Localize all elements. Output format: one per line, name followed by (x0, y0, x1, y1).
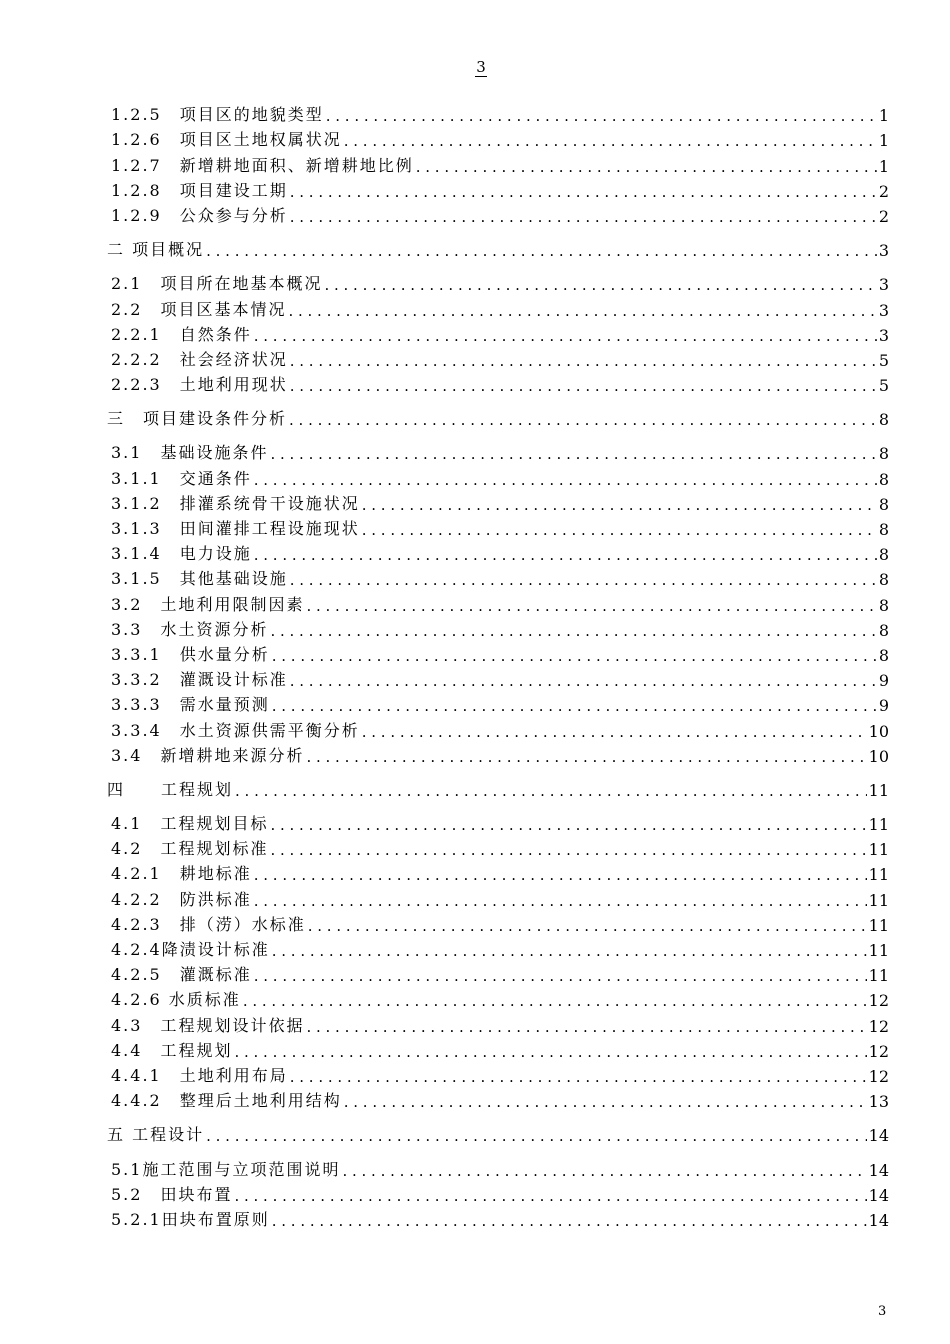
toc-entry-page: 14 (868, 1210, 889, 1230)
toc-dot-leader (254, 864, 867, 884)
toc-entry-page: 5 (878, 350, 889, 370)
toc-entry[interactable] (107, 741, 889, 766)
toc-entry-title: 2.2 项目区基本情况 (111, 299, 287, 319)
toc-entry-page: 14 (868, 1185, 889, 1205)
toc-dot-leader (290, 1066, 867, 1086)
toc-entry[interactable] (107, 463, 889, 488)
toc-entry[interactable] (107, 150, 889, 175)
toc-entry[interactable] (107, 665, 889, 690)
toc-entry-title: 1.2.7 新增耕地面积、新增耕地比例 (111, 155, 414, 175)
toc-entry-page: 13 (868, 1092, 889, 1112)
toc-entry-page: 8 (878, 444, 889, 464)
toc-entry-title: 五 工程设计 (107, 1125, 205, 1145)
toc-entry-page: 8 (878, 410, 889, 430)
toc-entry[interactable] (107, 100, 889, 125)
toc-dot-leader (235, 780, 867, 800)
toc-entry[interactable] (107, 690, 889, 715)
toc-entry-title: 2.2.3 土地利用现状 (111, 375, 288, 395)
toc-dot-leader (344, 1091, 867, 1111)
toc-dot-leader (254, 890, 867, 910)
toc-entry[interactable] (107, 615, 889, 640)
toc-entry-title: 4.1 工程规划目标 (111, 814, 269, 834)
footer-page-number: 3 (878, 1304, 887, 1319)
toc-entry-title: 4.2 工程规划标准 (111, 839, 269, 859)
toc-entry-title: 3.1.4 电力设施 (111, 544, 252, 564)
toc-entry[interactable] (107, 514, 889, 539)
toc-entry[interactable] (107, 539, 889, 564)
toc-dot-leader (254, 469, 877, 489)
toc-entry-title: 三 项目建设条件分析 (107, 409, 288, 429)
toc-entry-title: 3.3.3 需水量预测 (111, 695, 270, 715)
toc-entry-page: 2 (878, 181, 889, 201)
toc-entry[interactable] (107, 235, 889, 260)
toc-entry-page: 11 (868, 915, 889, 935)
toc-entry[interactable] (107, 985, 889, 1010)
toc-entry[interactable] (107, 1036, 889, 1061)
toc-entry-title: 四 工程规划 (107, 779, 234, 799)
toc-dot-leader (206, 1125, 867, 1145)
toc-entry-title: 3.3 水土资源分析 (111, 619, 269, 639)
toc-entry-page: 10 (868, 746, 889, 766)
toc-dot-leader (290, 670, 877, 690)
toc-entry[interactable] (107, 345, 889, 370)
toc-dot-leader (290, 181, 877, 201)
toc-entry[interactable] (107, 640, 889, 665)
toc-dot-leader (234, 1041, 866, 1061)
toc-entry-page: 11 (868, 865, 889, 885)
toc-entry-title: 4.4.2 整理后土地利用结构 (111, 1091, 342, 1111)
toc-entry[interactable] (107, 1205, 889, 1230)
toc-entry[interactable] (107, 859, 889, 884)
toc-entry[interactable] (107, 589, 889, 614)
toc-entry-title: 3.1.5 其他基础设施 (111, 569, 288, 589)
toc-dot-leader (243, 990, 867, 1010)
toc-entry-title: 1.2.6 项目区土地权属状况 (111, 130, 342, 150)
toc-entry[interactable] (107, 294, 889, 319)
toc-entry-title: 3.3.1 供水量分析 (111, 644, 270, 664)
toc-entry-page: 1 (878, 156, 889, 176)
toc-dot-leader (270, 620, 876, 640)
toc-entry[interactable] (107, 438, 889, 463)
toc-entry[interactable] (107, 1061, 889, 1086)
toc-dot-leader (290, 375, 877, 395)
toc-entry-page: 11 (868, 815, 889, 835)
toc-dot-leader (234, 1185, 866, 1205)
toc-entry[interactable] (107, 1154, 889, 1179)
toc-entry[interactable] (107, 935, 889, 960)
toc-dot-leader (206, 240, 877, 260)
toc-entry-title: 3.3.2 灌溉设计标准 (111, 670, 288, 690)
toc-entry-page: 12 (868, 1041, 889, 1061)
toc-entry[interactable] (107, 269, 889, 294)
toc-entry[interactable] (107, 715, 889, 740)
toc-entry-title: 4.2.2 防洪标准 (111, 889, 252, 909)
toc-dot-leader (416, 156, 877, 176)
toc-entry-page: 12 (868, 1066, 889, 1086)
table-of-contents (107, 100, 889, 1230)
toc-entry-page: 14 (868, 1160, 889, 1180)
toc-entry-title: 3.1.1 交通条件 (111, 468, 252, 488)
toc-entry[interactable] (107, 201, 889, 226)
toc-entry-page: 11 (868, 840, 889, 860)
toc-entry[interactable] (107, 125, 889, 150)
toc-entry-page: 2 (878, 206, 889, 226)
toc-entry-page: 1 (878, 106, 889, 126)
toc-entry-page: 3 (878, 325, 889, 345)
toc-entry[interactable] (107, 1120, 889, 1145)
toc-entry-title: 2.1 项目所在地基本概况 (111, 274, 323, 294)
toc-entry-page: 3 (878, 241, 889, 261)
toc-entry-page: 9 (878, 696, 889, 716)
toc-dot-leader (308, 915, 867, 935)
toc-dot-leader (270, 839, 866, 859)
toc-entry-title: 3.2 土地利用限制因素 (111, 594, 305, 614)
toc-entry-title: 4.2.6 水质标准 (111, 990, 241, 1010)
page-header (0, 58, 950, 76)
toc-entry-page: 11 (868, 941, 889, 960)
toc-entry[interactable] (107, 176, 889, 201)
toc-dot-leader (306, 595, 876, 615)
toc-entry-page: 10 (868, 721, 889, 741)
toc-entry[interactable] (107, 1180, 889, 1205)
toc-entry-page: 8 (878, 520, 889, 539)
toc-dot-leader (342, 1160, 866, 1180)
toc-entry-page: 8 (878, 620, 889, 640)
toc-dot-leader (306, 1016, 866, 1036)
toc-dot-leader (289, 409, 877, 429)
toc-dot-leader (326, 105, 877, 125)
toc-dot-leader (290, 206, 877, 226)
toc-entry-title: 3.1.3 田间灌排工程设施现状 (111, 519, 360, 538)
toc-entry[interactable] (107, 834, 889, 859)
toc-dot-leader (254, 325, 877, 345)
toc-entry-page: 12 (868, 991, 889, 1011)
toc-entry[interactable] (107, 320, 889, 345)
toc-entry-title: 3.4 新增耕地来源分析 (111, 745, 305, 765)
toc-dot-leader (270, 814, 866, 834)
toc-dot-leader (288, 300, 876, 320)
toc-entry-title: 2.2.1 自然条件 (111, 324, 252, 344)
toc-dot-leader (270, 443, 876, 463)
toc-entry[interactable] (107, 775, 889, 800)
toc-entry-title: 4.2.4降渍设计标准 (111, 940, 270, 959)
toc-entry-title: 1.2.9 公众参与分析 (111, 205, 288, 225)
toc-dot-leader (272, 940, 867, 960)
toc-entry-title: 2.2.2 社会经济状况 (111, 349, 288, 369)
toc-entry-title: 1.2.5 项目区的地貌类型 (111, 105, 324, 125)
toc-dot-leader (290, 569, 877, 589)
toc-entry-title: 5.2 田块布置 (111, 1184, 233, 1204)
toc-entry-page: 8 (878, 469, 889, 489)
header-page-number: 3 (476, 58, 486, 76)
toc-entry-page: 8 (878, 645, 889, 665)
toc-entry-title: 二 项目概况 (107, 240, 205, 260)
toc-entry-page: 3 (878, 275, 889, 295)
toc-entry-title: 4.4 工程规划 (111, 1040, 233, 1060)
toc-entry-title: 4.2.5 灌溉标准 (111, 965, 252, 985)
toc-entry[interactable] (107, 1010, 889, 1035)
toc-entry[interactable] (107, 910, 889, 935)
toc-entry-page: 14 (868, 1126, 889, 1146)
toc-entry-title: 4.2.3 排（涝）水标准 (111, 914, 306, 934)
toc-dot-leader (254, 965, 867, 985)
toc-entry-page: 8 (878, 570, 889, 590)
toc-entry-title: 4.3 工程规划设计依据 (111, 1015, 305, 1035)
toc-entry-title: 4.2.1 耕地标准 (111, 864, 252, 884)
toc-entry-title: 3.3.4 水土资源供需平衡分析 (111, 720, 360, 740)
toc-entry[interactable] (107, 404, 889, 429)
toc-entry[interactable] (107, 370, 889, 395)
toc-entry[interactable] (107, 960, 889, 985)
toc-entry-title: 4.4.1 土地利用布局 (111, 1065, 288, 1085)
toc-entry-page: 3 (878, 300, 889, 320)
toc-dot-leader (306, 746, 866, 766)
toc-dot-leader (362, 519, 877, 539)
toc-entry[interactable] (107, 1086, 889, 1111)
toc-entry-page: 5 (878, 376, 889, 396)
toc-entry-page: 8 (878, 494, 889, 514)
toc-entry[interactable] (107, 489, 889, 514)
toc-entry[interactable] (107, 809, 889, 834)
toc-entry-page: 8 (878, 545, 889, 565)
toc-entry-title: 3.1.2 排灌系统骨干设施状况 (111, 493, 360, 513)
toc-dot-leader (272, 695, 877, 715)
toc-dot-leader (272, 645, 877, 665)
toc-dot-leader (362, 494, 877, 514)
toc-entry-title: 5.1施工范围与立项范围说明 (111, 1159, 341, 1179)
toc-entry-page: 11 (868, 966, 889, 986)
toc-entry-page: 8 (878, 595, 889, 615)
toc-entry-title: 1.2.8 项目建设工期 (111, 180, 288, 200)
toc-dot-leader (254, 544, 877, 564)
toc-entry-page: 12 (868, 1016, 889, 1036)
toc-entry-page: 11 (868, 890, 889, 910)
toc-entry[interactable] (107, 884, 889, 909)
toc-entry-page: 11 (868, 780, 889, 800)
toc-dot-leader (344, 130, 877, 150)
toc-dot-leader (324, 274, 876, 294)
toc-dot-leader (362, 721, 867, 741)
toc-entry-page: 1 (878, 131, 889, 151)
toc-entry[interactable] (107, 564, 889, 589)
toc-dot-leader (272, 1210, 867, 1230)
toc-entry-title: 3.1 基础设施条件 (111, 443, 269, 463)
toc-dot-leader (290, 350, 877, 370)
toc-entry-title: 5.2.1田块布置原则 (111, 1209, 270, 1229)
toc-entry-page: 9 (878, 671, 889, 691)
